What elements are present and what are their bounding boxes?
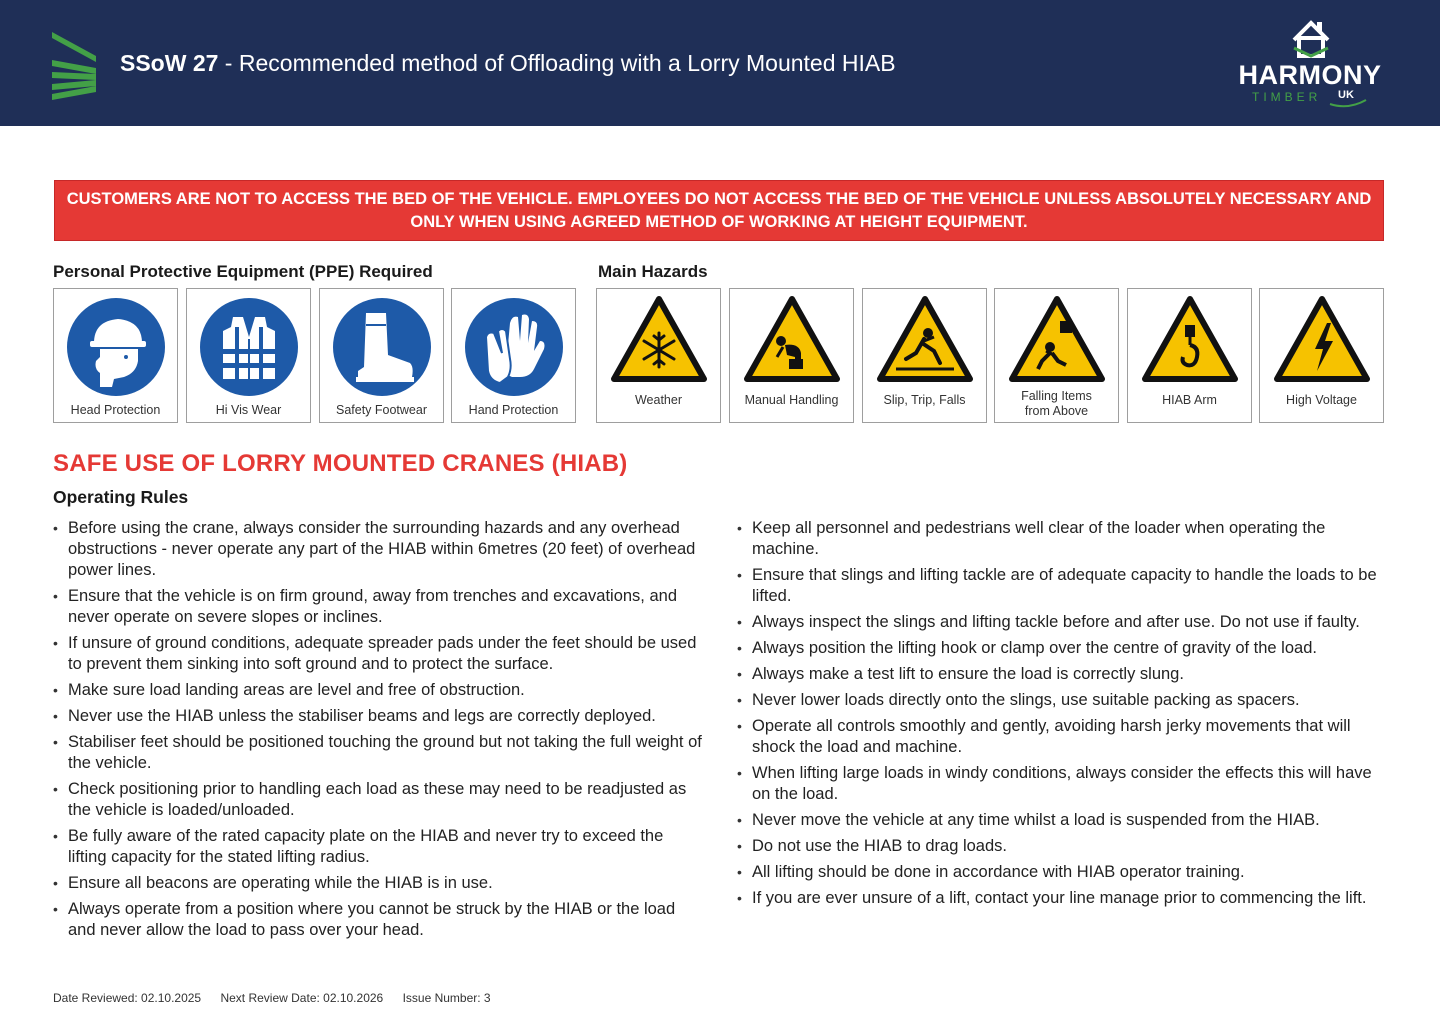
warning-banner (54, 180, 1384, 241)
hazard-tile-hiab (1127, 288, 1252, 423)
doc-title: Recommended method of Offloading with a Lorry Mounted HIAB (238, 50, 896, 76)
rule-item: • Always make a test lift to ensure the load is correctly slung. (737, 664, 1377, 685)
rule-item: • Operate all controls smoothly and gently, avoiding harsh jerky movements that will shock the load and machine. (737, 716, 1377, 758)
ppe-heading: Personal Protective Equipment (PPE) Required (53, 262, 433, 281)
banner-line-1: CUSTOMERS ARE NOT TO ACCESS THE BED OF THE VEHICLE. EMPLOYEES DO NOT ACCESS THE BED OF THE VEHICLE UNLESS ABSOLUTELY NECESSARY AND (66, 190, 1372, 208)
title-separator: - (218, 50, 239, 76)
rule-item: • Ensure that slings and lifting tackle are of adequate capacity to handle the loads to be lifted. (737, 565, 1377, 607)
banner-line-2: ONLY WHEN USING AGREED METHOD OF WORKING AT HEIGHT EQUIPMENT. (410, 213, 1028, 231)
ppe-label-head: Head Protection (70, 403, 161, 417)
rule-item: • Ensure all beacons are operating while the HIAB is in use. (53, 873, 703, 894)
rule-item: • Never use the HIAB unless the stabiliser beams and legs are correctly deployed. (53, 706, 703, 727)
hazard-tile-manual (729, 288, 854, 423)
rule-item: • When lifting large loads in windy conditions, always consider the effects this will have on the load. (737, 763, 1377, 805)
rule-item: • Always position the lifting hook or clamp over the centre of gravity of the load. (737, 638, 1377, 659)
rule-item: • Always inspect the slings and lifting tackle before and after use. Do not use if faulty. (737, 612, 1377, 633)
section-title: SAFE USE OF LORRY MOUNTED CRANES (HIAB) (53, 450, 628, 477)
date-reviewed: Date Reviewed: 02.10.2025 (53, 991, 202, 1005)
rule-item: • Ensure that the vehicle is on firm ground, away from trenches and excavations, and never operate on severe slopes or inclines. (53, 586, 703, 628)
hazard-tile-falling (994, 288, 1119, 423)
logo-swoosh-icon (1328, 98, 1368, 108)
footer (53, 991, 507, 1005)
ppe-tile-vest (186, 288, 311, 423)
rule-item: • All lifting should be done in accordance with HIAB operator training. (737, 862, 1377, 883)
rule-item: • If unsure of ground conditions, adequate spreader pads under the feet should be used to prevent them sinking into soft ground and to protect the surface. (53, 633, 703, 675)
rule-item: • Make sure load landing areas are level and free of obstruction. (53, 680, 703, 701)
ppe-tile-footwear (319, 288, 444, 423)
hazard-label-hiab: HIAB Arm (1162, 393, 1217, 407)
ppe-label-vest: Hi Vis Wear (215, 403, 282, 417)
gloves-icon (464, 297, 564, 397)
ppe-tile-head (53, 288, 178, 423)
ppe-label-footwear: Safety Footwear (335, 403, 427, 417)
slip-warning-icon (876, 295, 974, 383)
hazards-heading: Main Hazards (598, 262, 708, 281)
manual-handling-warning-icon (743, 295, 841, 383)
section-subtitle: Operating Rules (53, 487, 189, 507)
rule-item: • Always operate from a position where you cannot be struck by the HIAB or the load and never allow the load to pass over your head. (53, 899, 703, 941)
hazard-label-weather: Weather (634, 393, 682, 407)
rule-item: • If you are ever unsure of a lift, contact your line manage prior to commencing the lift. (737, 888, 1377, 909)
rules-list-left (53, 518, 703, 946)
rule-item: • Do not use the HIAB to drag loads. (737, 836, 1377, 857)
hazard-label-slip: Slip, Trip, Falls (883, 393, 966, 407)
hazard-tile-voltage (1259, 288, 1384, 423)
house-logo-icon (1290, 18, 1332, 60)
issue-number: Issue Number: 3 (402, 991, 491, 1005)
doc-code: SSoW 27 (120, 50, 219, 76)
harmony-timber-logo (1230, 18, 1390, 110)
rule-item: • Check positioning prior to handling each load as these may need to be readjusted as the vehicle is loaded/unloaded. (53, 779, 703, 821)
rule-item: • Before using the crane, always consider the surrounding hazards and any overhead obstructions - never operate any part of the HIAB within 6metres (20 feet) of overhead power lines. (53, 518, 703, 581)
snowflake-warning-icon (610, 295, 708, 383)
crane-hook-warning-icon (1141, 295, 1239, 383)
hard-hat-icon (66, 297, 166, 397)
page-title (120, 50, 896, 77)
hazard-label-manual: Manual Handling (744, 393, 839, 407)
hazard-label-falling-2: from Above (1024, 404, 1089, 418)
high-voltage-warning-icon (1273, 295, 1371, 383)
ppe-label-gloves: Hand Protection (468, 403, 559, 417)
rule-item: • Never move the vehicle at any time whilst a load is suspended from the HIAB. (737, 810, 1377, 831)
logo-brand-text: HARMONY (1238, 60, 1382, 90)
logo-sub-text: TIMBER (1252, 90, 1322, 104)
hazard-label-falling: Falling Items (1021, 389, 1092, 403)
header-bar (0, 0, 1440, 126)
safety-boot-icon (332, 297, 432, 397)
hi-vis-vest-icon (199, 297, 299, 397)
logo-uk-text: UK (1338, 89, 1354, 101)
hazard-tile-slip (862, 288, 987, 423)
hazard-label-voltage: High Voltage (1286, 393, 1357, 407)
stripes-logo-icon (50, 30, 98, 100)
rules-list-right (737, 518, 1377, 914)
next-review-date: Next Review Date: 02.10.2026 (220, 991, 384, 1005)
rule-item: • Never lower loads directly onto the slings, use suitable packing as spacers. (737, 690, 1377, 711)
rule-item: • Stabiliser feet should be positioned touching the ground but not taking the full weight of the vehicle. (53, 732, 703, 774)
ppe-tile-gloves (451, 288, 576, 423)
rule-item: • Be fully aware of the rated capacity plate on the HIAB and never try to exceed the lifting capacity for the stated lifting radius. (53, 826, 703, 868)
rule-item: • Keep all personnel and pedestrians well clear of the loader when operating the machine. (737, 518, 1377, 560)
hazard-tile-weather (596, 288, 721, 423)
falling-items-warning-icon (1008, 295, 1106, 383)
